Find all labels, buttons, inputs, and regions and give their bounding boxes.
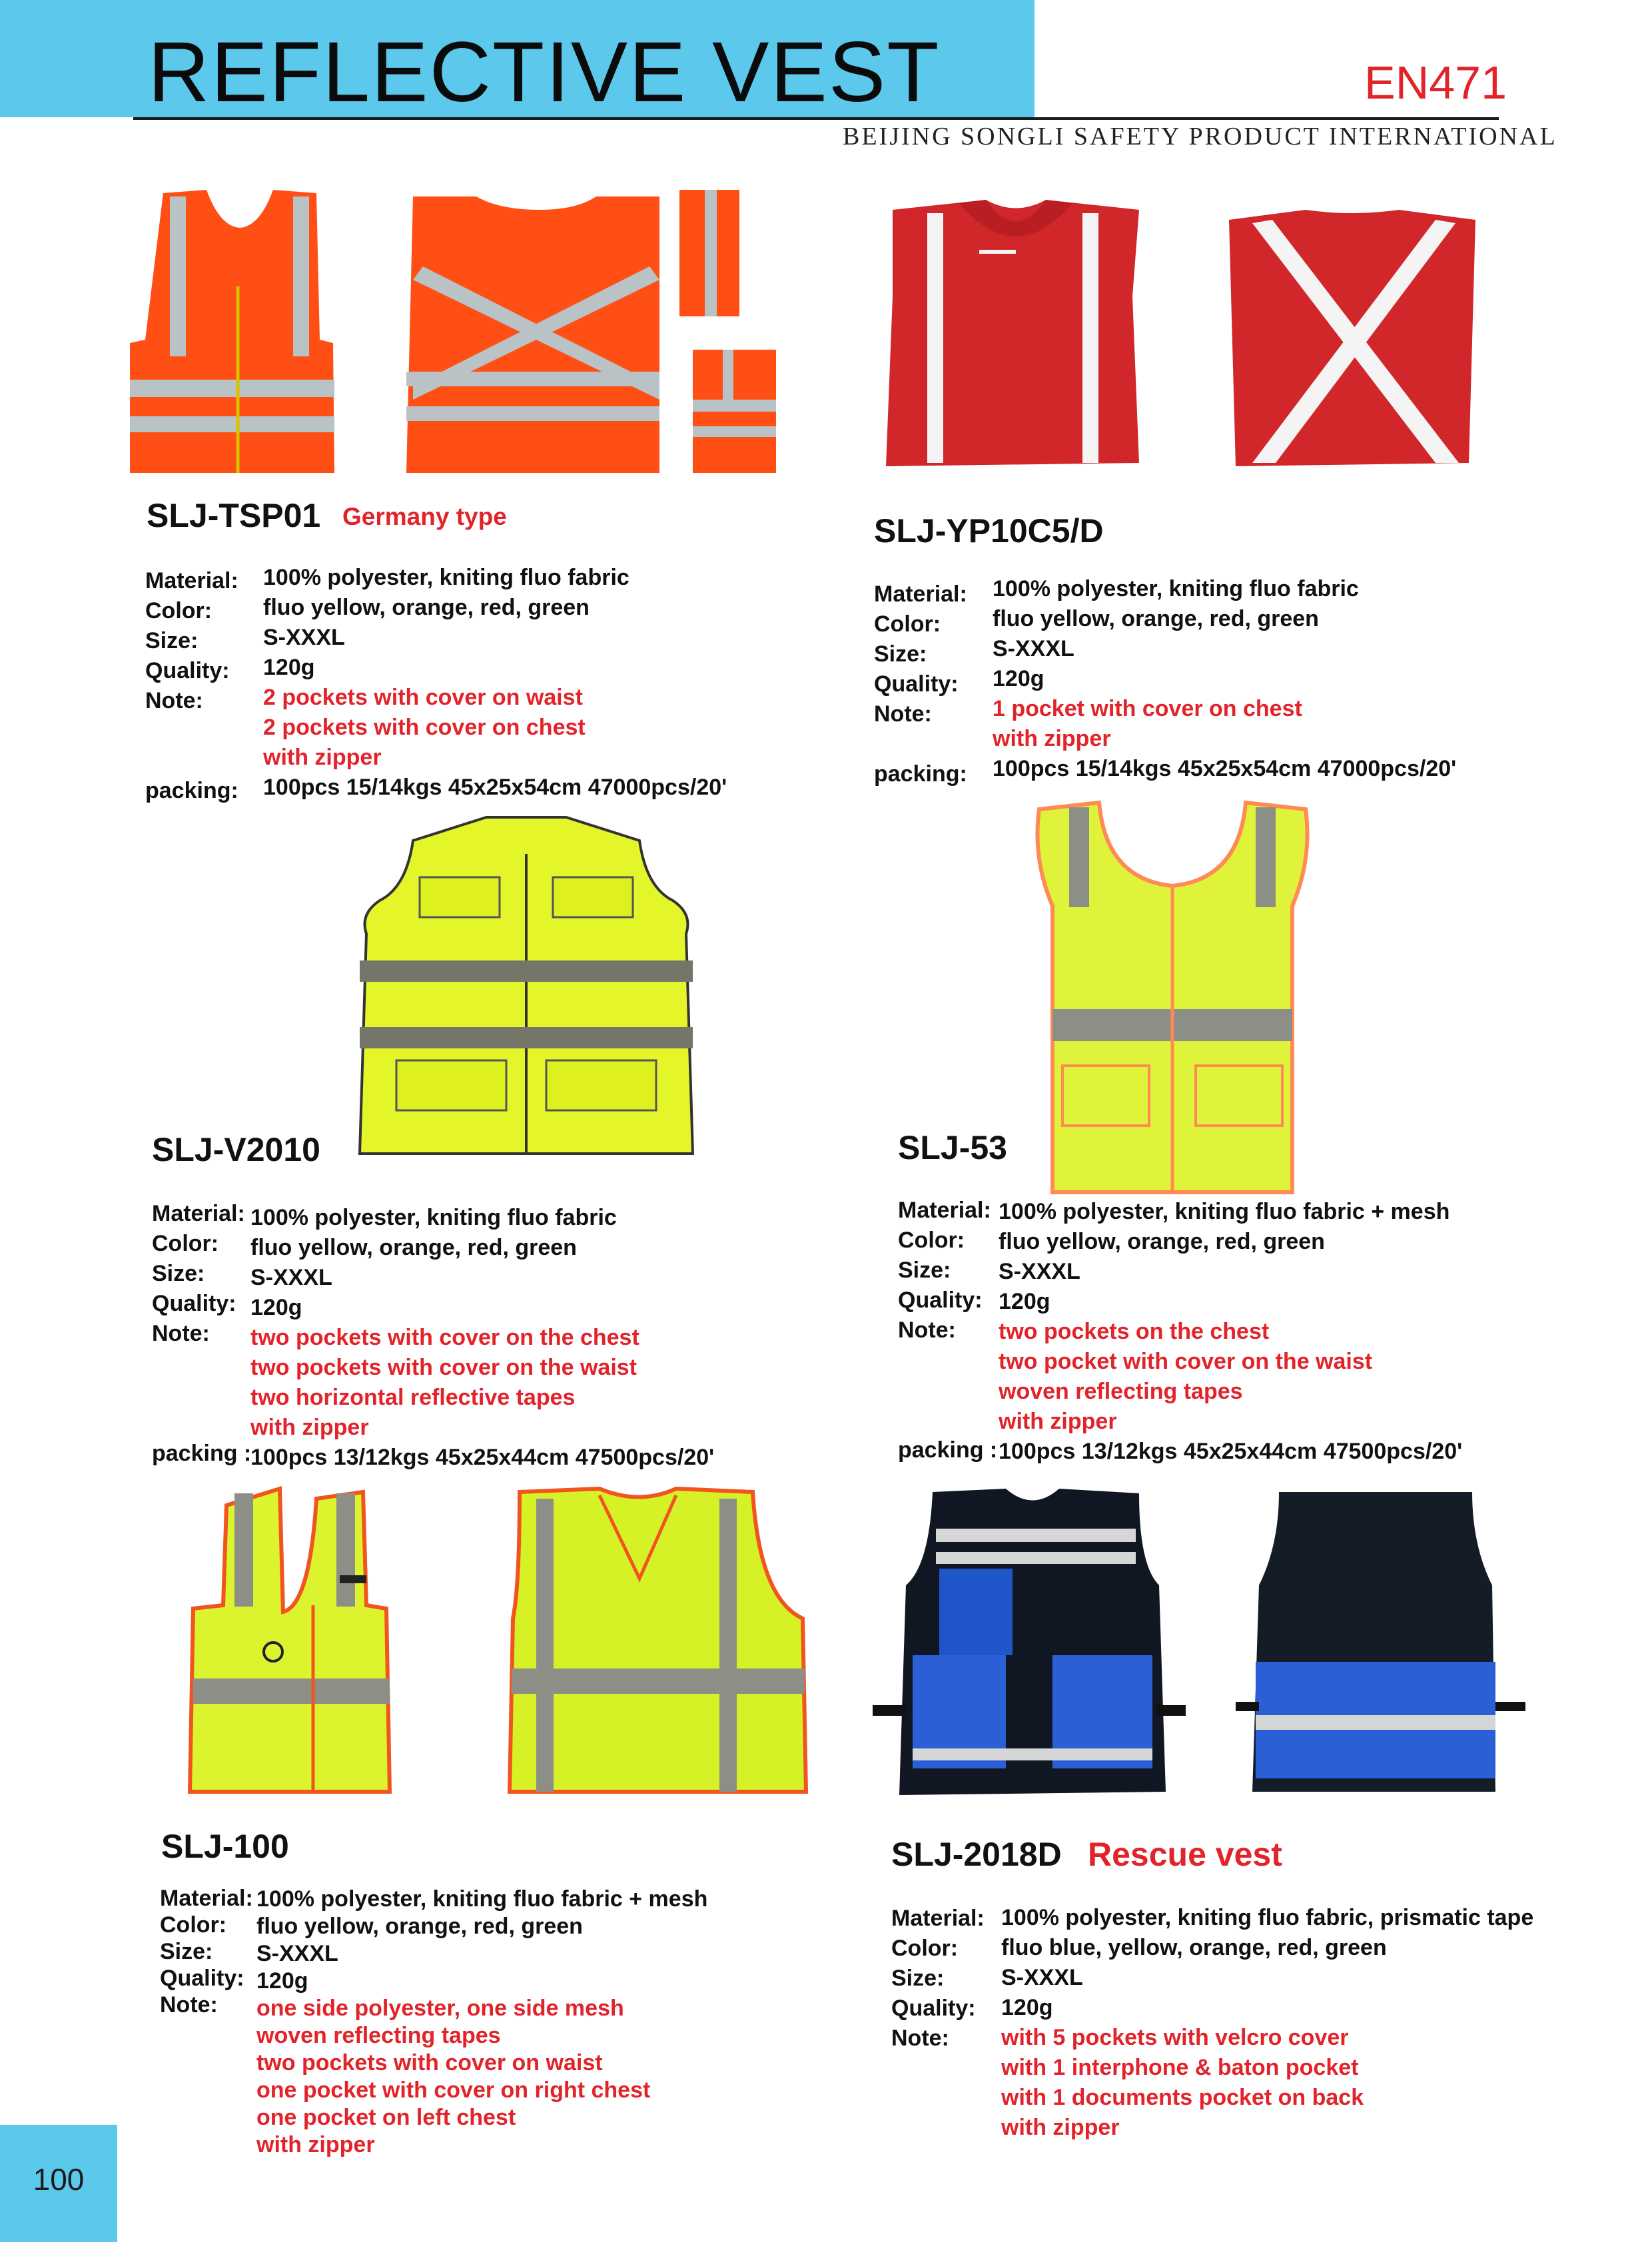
- size-value: S-XXXL: [256, 1941, 338, 1966]
- color-value: fluo yellow, orange, red, green: [256, 1914, 583, 1939]
- color-value: fluo yellow, orange, red, green: [999, 1229, 1325, 1254]
- note-line: two pockets with cover on the chest: [250, 1325, 639, 1350]
- note-line: two horizontal reflective tapes: [250, 1385, 576, 1410]
- quality-value: 120g: [1001, 1995, 1053, 2020]
- note-line: one pocket on left chest: [256, 2105, 516, 2130]
- note-line: woven reflecting tapes: [256, 2023, 501, 2048]
- size-value: S-XXXL: [999, 1259, 1080, 1284]
- quality-value: 120g: [999, 1289, 1050, 1314]
- packing-value: 100pcs 13/12kgs 45x25x44cm 47500pcs/20': [250, 1445, 715, 1470]
- spec-values: [250, 1203, 714, 1473]
- note-line: two pocket with cover on the waist: [999, 1349, 1373, 1374]
- company-name: BEIJING SONGLI SAFETY PRODUCT INTERNATIONAL: [843, 123, 1557, 151]
- vest-photo-slj-yp10c5d: [873, 196, 1485, 476]
- size-value: S-XXXL: [993, 636, 1074, 661]
- color-value: fluo yellow, orange, red, green: [993, 606, 1319, 631]
- spec-labels: Material: Color: Size: Quality: Note: packing :: [152, 1201, 252, 1466]
- vest-photo-slj-tsp01: [127, 187, 786, 480]
- spec-labels: Material: Color: Size: Quality: Note:: [160, 1886, 253, 2018]
- material-value: 100% polyester, kniting fluo fabric + mesh: [999, 1199, 1450, 1224]
- material-value: 100% polyester, kniting fluo fabric: [250, 1205, 617, 1230]
- model-tag: Germany type: [342, 503, 507, 530]
- model-name: SLJ-V2010: [152, 1131, 320, 1168]
- vest-photo-slj-53: [1026, 799, 1319, 1199]
- vest-photo-slj-2018d: [873, 1485, 1532, 1805]
- spec-labels: Material: Color: Size: Quality: Note: packing:: [874, 581, 967, 787]
- spec-labels: Material: Color: Size: Quality: Note: packing :: [898, 1198, 998, 1463]
- spec-values: [256, 1886, 707, 2159]
- note-line: 1 pocket with cover on chest: [993, 696, 1302, 721]
- note-line: with zipper: [263, 745, 382, 770]
- vest-photo-slj-v2010: [346, 814, 706, 1160]
- model-name: SLJ-100: [161, 1828, 289, 1865]
- note-line: with zipper: [993, 726, 1111, 751]
- packing-value: 100pcs 15/14kgs 45x25x54cm 47000pcs/20': [263, 775, 727, 800]
- spec-labels: Material: Color: Size: Quality: Note:: [891, 1906, 985, 2051]
- quality-value: 120g: [256, 1968, 308, 1994]
- note-line: one pocket with cover on right chest: [256, 2077, 651, 2103]
- note-line: with 5 pockets with velcro cover: [1001, 2025, 1349, 2050]
- note-line: 2 pockets with cover on waist: [263, 685, 583, 710]
- packing-value: 100pcs 13/12kgs 45x25x44cm 47500pcs/20': [999, 1439, 1463, 1464]
- note-line: 2 pockets with cover on chest: [263, 715, 586, 740]
- color-value: fluo blue, yellow, orange, red, green: [1001, 1935, 1387, 1960]
- spec-values: [993, 574, 1456, 784]
- model-name: SLJ-TSP01: [147, 497, 321, 534]
- standard-label: EN471: [1364, 57, 1507, 109]
- spec-values: [263, 563, 727, 803]
- spec-values: [999, 1197, 1462, 1467]
- note-line: two pockets on the chest: [999, 1319, 1270, 1344]
- note-line: with zipper: [1001, 2115, 1120, 2140]
- quality-value: 120g: [993, 666, 1044, 691]
- model-tag: Rescue vest: [1088, 1836, 1282, 1873]
- note-line: one side polyester, one side mesh: [256, 1996, 624, 2021]
- note-line: with zipper: [256, 2132, 375, 2157]
- note-line: with 1 interphone & baton pocket: [1001, 2055, 1359, 2080]
- note-line: two pockets with cover on waist: [256, 2050, 603, 2075]
- material-value: 100% polyester, kniting fluo fabric: [263, 565, 629, 590]
- color-value: fluo yellow, orange, red, green: [250, 1235, 577, 1260]
- note-line: with zipper: [250, 1415, 369, 1440]
- spec-values: [1001, 1903, 1533, 2143]
- page-title: REFLECTIVE VEST: [148, 25, 941, 120]
- quality-value: 120g: [250, 1295, 302, 1320]
- material-value: 100% polyester, kniting fluo fabric + mesh: [256, 1886, 708, 1912]
- spec-labels: Material: Color: Size: Quality: Note: packing:: [145, 568, 238, 803]
- color-value: fluo yellow, orange, red, green: [263, 595, 590, 620]
- size-value: S-XXXL: [263, 625, 345, 650]
- model-name: SLJ-53: [898, 1129, 1007, 1166]
- note-line: two pockets with cover on the waist: [250, 1355, 637, 1380]
- model-name: SLJ-YP10C5/D: [874, 512, 1104, 550]
- note-line: with zipper: [999, 1409, 1117, 1434]
- size-value: S-XXXL: [1001, 1965, 1083, 1990]
- model-name: SLJ-2018D: [891, 1836, 1062, 1873]
- note-line: woven reflecting tapes: [999, 1379, 1243, 1404]
- note-line: with 1 documents pocket on back: [1001, 2085, 1364, 2110]
- vest-photo-slj-100: [187, 1485, 819, 1798]
- quality-value: 120g: [263, 655, 315, 680]
- material-value: 100% polyester, kniting fluo fabric, prismatic tape: [1001, 1905, 1534, 1930]
- material-value: 100% polyester, kniting fluo fabric: [993, 576, 1359, 601]
- packing-value: 100pcs 15/14kgs 45x25x54cm 47000pcs/20': [993, 756, 1457, 781]
- size-value: S-XXXL: [250, 1265, 332, 1290]
- page-number: 100: [33, 2162, 85, 2197]
